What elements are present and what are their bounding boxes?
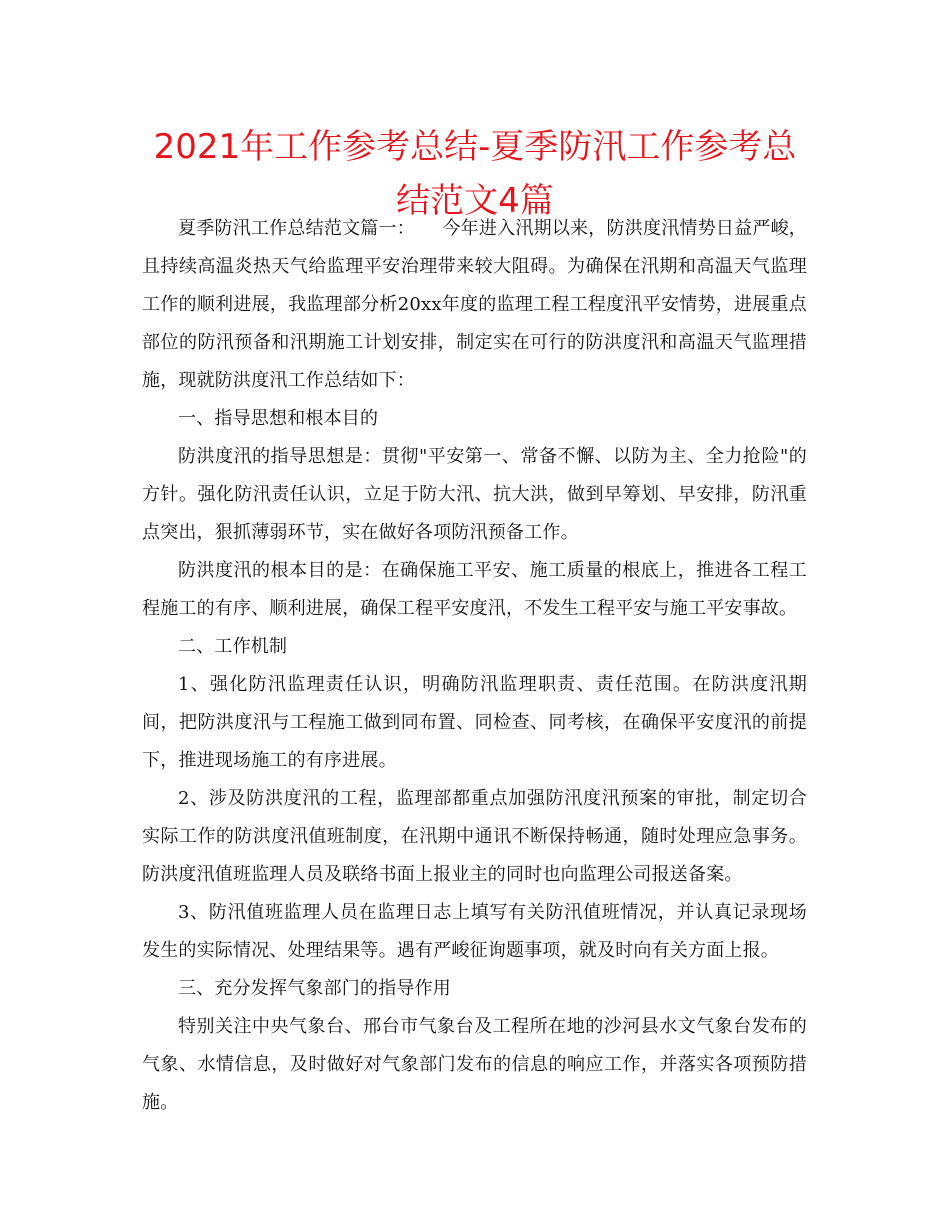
paragraph: 特别关注中央气象台、邢台市气象台及工程所在地的沙河县水文气象台发布的气象、水情信息，及时做好对气象部门发布的信息的响应工作，并落实各项预防措施。: [142, 1016, 807, 1113]
document-body: [142, 210, 807, 1122]
section-heading: 二、工作机制: [178, 636, 288, 657]
paragraph: 夏季防汛工作总结范文篇一： 今年进入汛期以来，防洪度汛情势日益严峻，且持续高温炎热天气给监理平安治理带来较大阻碍。为确保在汛期和高温天气监理工作的顺利进展，我监理部分析20xx年度的监理工程工程度汛平安情势，进展重点部位的防汛预备和汛期施工计划安排，制定实在可行的防洪度汛和高温天气监理措施，现就防洪度汛工作总结如下：: [142, 218, 807, 391]
paragraph: 2、涉及防洪度汛的工程，监理部都重点加强防汛度汛预案的审批，制定切合实际工作的防洪度汛值班制度，在汛期中通讯不断保持畅通，随时处理应急事务。防洪度汛值班监理人员及联络书面上报业主的同时也向监理公司报送备案。: [142, 788, 807, 885]
section-heading: 一、指导思想和根本目的: [178, 408, 379, 429]
paragraph: 防洪度汛的根本目的是：在确保施工平安、施工质量的根底上，推进各工程工程施工的有序、顺利进展，确保工程平安度汛，不发生工程平安与施工平安事故。: [142, 560, 807, 619]
paragraph: 3、防汛值班监理人员在监理日志上填写有关防汛值班情况，并认真记录现场发生的实际情况、处理结果等。遇有严峻征询题事项，就及时向有关方面上报。: [142, 902, 807, 961]
document-title: 2021年工作参考总结-夏季防汛工作参考总结范文4篇: [153, 127, 797, 221]
paragraph: 1、强化防汛监理责任认识，明确防汛监理职责、责任范围。在防洪度汛期间，把防洪度汛与工程施工做到同布置、同检查、同考核，在确保平安度汛的前提下，推进现场施工的有序进展。: [142, 674, 807, 771]
paragraph: 防洪度汛的指导思想是：贯彻"平安第一、常备不懈、以防为主、全力抢险"的方针。强化防汛责任认识，立足于防大汛、抗大洪，做到早筹划、早安排，防汛重点突出，狠抓薄弱环节，实在做好各项防汛预备工作。: [142, 446, 807, 543]
section-heading: 三、充分发挥气象部门的指导作用: [178, 978, 451, 999]
